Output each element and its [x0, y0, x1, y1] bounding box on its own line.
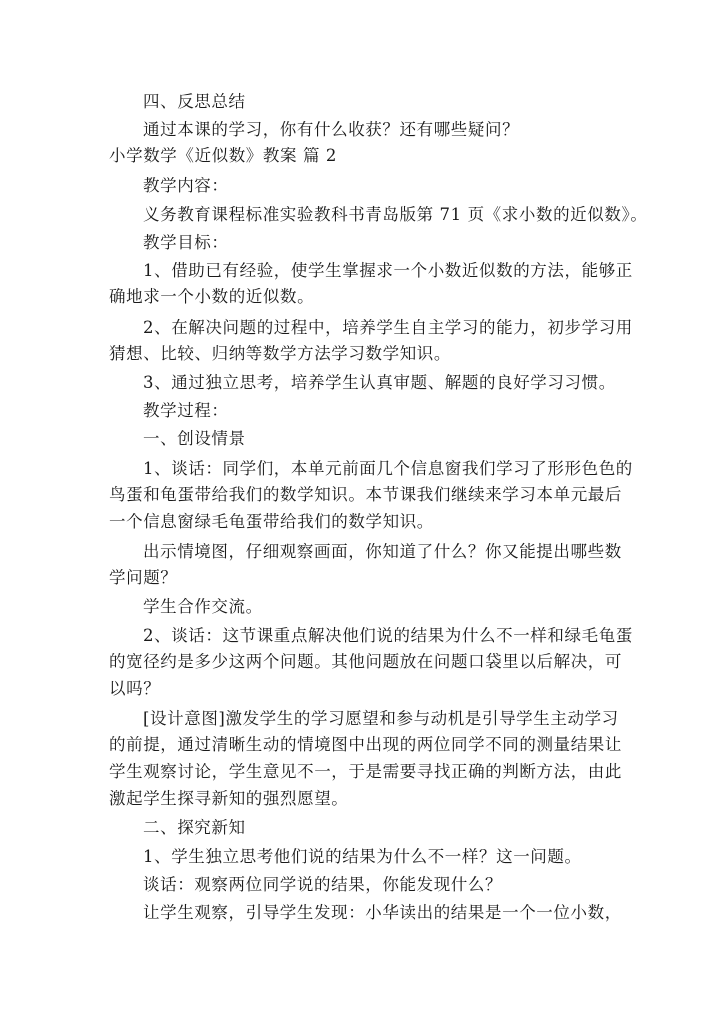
paragraph-line: 2、在解决问题的过程中，培养学生自主学习的能力，初步学习用 [143, 318, 633, 337]
heading-teaching-process: 教学过程： [143, 401, 229, 420]
paragraph-line: 激起学生探寻新知的强烈愿望。 [109, 789, 349, 808]
paragraph-line: 3、通过独立思考，培养学生认真审题、解题的良好学习习惯。 [143, 373, 616, 392]
paragraph-line: 猜想、比较、归纳等数学方法学习数学知识。 [109, 344, 451, 363]
paragraph-line: 学问题？ [109, 568, 178, 587]
paragraph-line: 学生观察讨论，学生意见不一，于是需要寻找正确的判断方法，由此 [109, 762, 622, 781]
paragraph-line: 一个信息窗绿毛龟蛋带给我们的数学知识。 [109, 512, 434, 531]
paragraph-line: 通过本课的学习，你有什么收获？还有哪些疑问？ [143, 120, 520, 139]
paragraph-line: 义务教育课程标准实验教科书青岛版第 71 页《求小数的近似数》。 [143, 205, 648, 224]
section-heading-reflection: 四、反思总结 [143, 92, 246, 111]
heading-teaching-content: 教学内容： [143, 176, 229, 195]
section-heading-scenario: 一、创设情景 [143, 429, 246, 448]
paragraph-line: 谈话：观察两位同学说的结果，你能发现什么？ [143, 875, 503, 894]
paragraph-line: 2、谈话：这节课重点解决他们说的结果为什么不一样和绿毛龟蛋 [143, 626, 633, 645]
paragraph-line: 以吗？ [109, 679, 161, 698]
paragraph-line: 鸟蛋和龟蛋带给我们的数学知识。本节课我们继续来学习本单元最后 [109, 485, 622, 504]
lesson-plan-title: 小学数学《近似数》教案 篇 2 [109, 146, 337, 165]
paragraph-line: 出示情境图，仔细观察画面，你知道了什么？你又能提出哪些数 [143, 542, 622, 561]
paragraph-line: 1、借助已有经验，使学生掌握求一个小数近似数的方法，能够正 [143, 261, 633, 280]
section-heading-explore: 二、探究新知 [143, 818, 246, 837]
paragraph-line: 让学生观察，引导学生发现：小华读出的结果是一个一位小数， [143, 903, 622, 922]
paragraph-line: 1、谈话：同学们，本单元前面几个信息窗我们学习了形形色色的 [143, 459, 633, 478]
design-intent-note: [设计意图]激发学生的学习愿望和参与动机是引导学生主动学习 [143, 709, 619, 728]
paragraph-line: 学生合作交流。 [143, 597, 263, 616]
paragraph-line: 1、学生独立思考他们说的结果为什么不一样？这一问题。 [143, 847, 582, 866]
heading-teaching-goals: 教学目标： [143, 233, 229, 252]
paragraph-line: 确地求一个小数的近似数。 [109, 287, 315, 306]
paragraph-line: 的宽径约是多少这两个问题。其他问题放在问题口袋里以后解决，可 [109, 652, 622, 671]
paragraph-line: 的前提，通过清晰生动的情境图中出现的两位同学不同的测量结果让 [109, 735, 622, 754]
